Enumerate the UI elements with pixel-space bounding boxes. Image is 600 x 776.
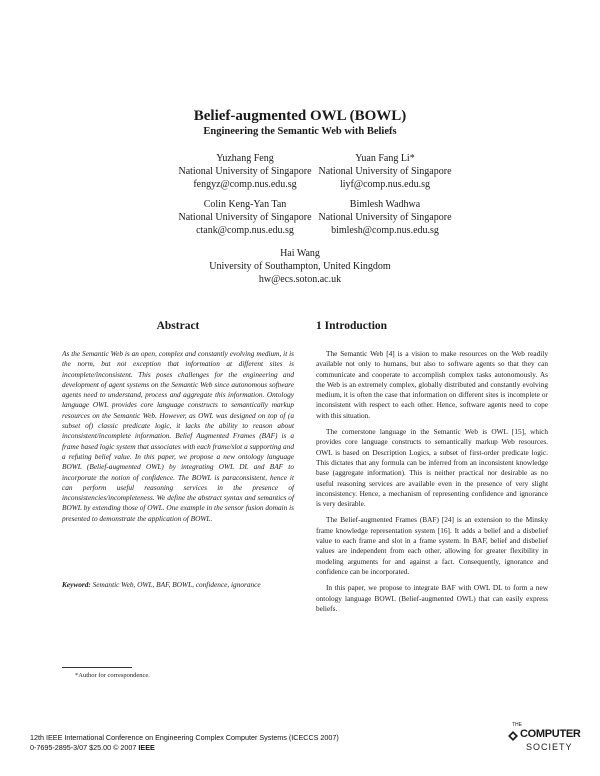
copyright-line (30, 743, 339, 753)
abstract-body (62, 349, 294, 524)
introduction-body (316, 349, 548, 620)
author-affiliation: National University of Singapore (318, 212, 452, 223)
footnote: *Author for correspondence. (75, 672, 150, 679)
author-name: Yuzhang Feng (216, 153, 274, 164)
copyright-text: 0-7695-2895-3/07 $25.00 © 2007 (30, 743, 137, 752)
introduction-paragraph: The cornerstone language in the Semantic Web is OWL [15], which provides core language constructs to semantically markup Web resources. OWL is based on Description Logics, a subset of first-order predicate logic. This dictates that any formula can be inferred from an inconsistent knowledge base (aggregate information). This is neither practical nor desirable as no useful reasoning services are available even in the presence of very slight inconsistency. Hence, a mechanism of representing confidence and ignorance is very desirable. (316, 427, 548, 509)
conference-name: 12th IEEE International Conference on Engineering Complex Computer Systems (ICECCS 2007) (30, 733, 339, 742)
keywords-text: Semantic Web, OWL, BAF, BOWL, confidence, ignorance (92, 580, 261, 589)
keywords-label: Keyword: (62, 580, 91, 589)
author-email: liyf@comp.nus.edu.sg (339, 179, 431, 190)
introduction-heading: 1 Introduction (316, 320, 388, 332)
author-email: ctank@comp.nus.edu.sg (196, 225, 294, 236)
conference-footer (30, 733, 339, 753)
logo-the-text: THE (512, 722, 522, 728)
abstract-heading: Abstract (156, 320, 200, 332)
ieee-wordmark: IEEE (138, 743, 155, 752)
abstract-text: As the Semantic Web is an open, complex and constantly evolving medium, it is the norm, but not exception that information at different sites is incomplete/inconsistent. This poses challenges for the engineering and development of agent systems on the Semantic Web since autonomous software agents need to understand, process and aggregate this information. Ontology language OWL provides core language constructs to semantically markup resources on the Semantic Web. However, as OWL was designed on top of (a subset of) classic predicate logic, it lacks the ability to reason about inconsistent/incomplete information. Belief Augmented Frames (BAF) is a frame based logic system that associates with each frame/slot a supporting and a refuting belief value. In this paper, we propose a new ontology language BOWL (Belief-augmented OWL) by integrating OWL DL and BAF to incorporate the notion of confidence. The BOWL is paraconsistent, hence it can perform useful reasoning services in the presence of inconsistencies/incompleteness. We define the abstract syntax and semantics of BOWL by extending those of OWL. One example in the sensor fusion domain is presented to demonstrate the application of BOWL. (62, 349, 294, 523)
keywords (62, 580, 294, 590)
logo-computer-text: COMPUTER (520, 728, 581, 740)
footnote-rule (62, 667, 132, 668)
author-block (265, 198, 505, 237)
author-block (180, 247, 420, 286)
ieee-diamond-icon (508, 731, 518, 741)
computer-society-logo (508, 722, 581, 766)
author-name: Bimlesh Wadhwa (349, 199, 421, 210)
author-name: Hai Wang (280, 248, 320, 259)
author-block (265, 152, 505, 191)
author-email: bimlesh@comp.nus.edu.sg (331, 225, 439, 236)
author-name: Colin Keng-Yan Tan (203, 199, 287, 210)
logo-society-text: SOCIETY (526, 742, 573, 752)
author-affiliation: University of Southampton, United Kingdom (209, 261, 391, 272)
introduction-paragraph: The Semantic Web [4] is a vision to make resources on the Web readily available not only to humans, but also to software agents so that they can communicate and cooperate to accomplish complex tasks autonomously. As the Web is an extremely complex, globally distributed and constantly evolving medium, it is often the case that information on different sites is incomplete or inconsistent with respect to each other. Hence, software agents need to cope with this situation. (316, 349, 548, 420)
author-affiliation: National University of Singapore (318, 166, 452, 177)
author-affiliation: National University of Singapore (178, 212, 312, 223)
author-affiliation: National University of Singapore (178, 166, 312, 177)
author-name: Yuan Fang Li* (355, 153, 415, 164)
paper-subtitle: Engineering the Semantic Web with Beliefs (203, 126, 397, 137)
introduction-paragraph: In this paper, we propose to integrate BAF with OWL DL to form a new ontology language BOWL (Belief-augmented OWL) that can easily express beliefs. (316, 583, 548, 613)
author-email: fengyz@comp.nus.edu.sg (193, 179, 297, 190)
introduction-paragraph: The Belief-augmented Frames (BAF) [24] is an extension to the Minsky frame knowledge representation system [16]. It adds a belief and a disbelief value to each frame and slot in a frame system. In BAF, belief and disbelief values are independent from each other, allowing for greater flexibility in modeling arguments for and against a fact. Consequently, ignorance and confidence can be incorporated. (316, 515, 548, 576)
paper-title: Belief-augmented OWL (BOWL) (193, 108, 407, 124)
author-email: hw@ecs.soton.ac.uk (258, 274, 342, 285)
